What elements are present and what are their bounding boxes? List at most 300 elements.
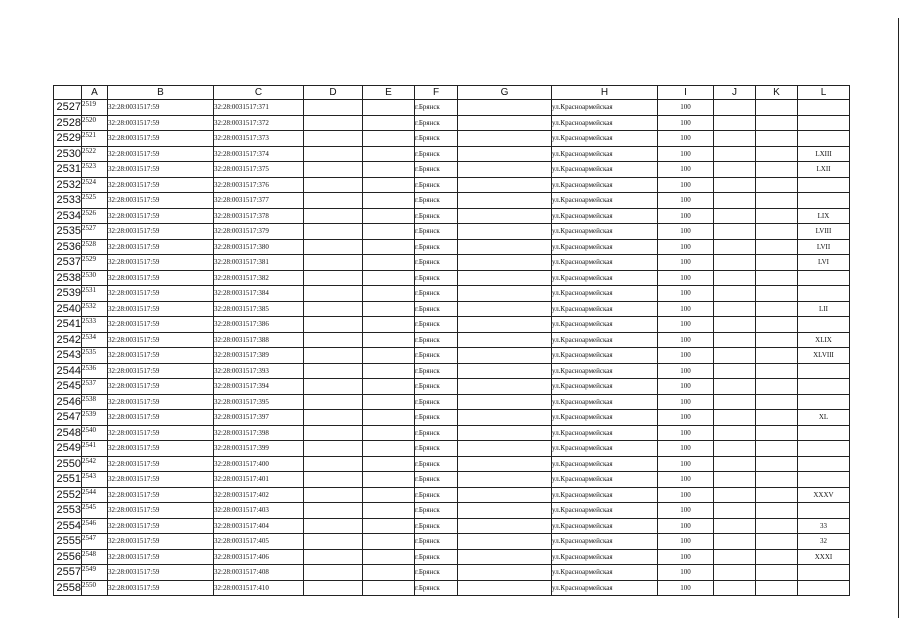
cell-g [458,472,552,488]
cell-j [714,363,756,379]
cell-l: XL [798,410,850,426]
cell-g [458,565,552,581]
cell-b: 32:28:0031517:59 [108,394,214,410]
column-header-i: I [658,86,714,100]
cell-k [756,425,798,441]
cell-d [304,363,363,379]
cell-i: 100 [658,425,714,441]
cell-j [714,146,756,162]
cell-c: 32:28:0031517:376 [214,177,304,193]
cell-l [798,580,850,596]
row-number: 2540 [54,301,82,317]
cell-c: 32:28:0031517:377 [214,193,304,209]
cell-a: 2527 [82,224,108,240]
cell-k [756,363,798,379]
cell-b: 32:28:0031517:59 [108,177,214,193]
cell-a: 2545 [82,503,108,519]
cell-g [458,456,552,472]
cell-l [798,317,850,333]
row-number: 2558 [54,580,82,596]
cell-d [304,224,363,240]
cell-h: ул.Красноармейская [552,193,658,209]
table-row [54,565,850,581]
cell-k [756,580,798,596]
cell-b: 32:28:0031517:59 [108,301,214,317]
table-row [54,456,850,472]
cell-k [756,394,798,410]
cell-f: г.Брянск [415,456,458,472]
cell-f: г.Брянск [415,363,458,379]
cell-j [714,441,756,457]
table-row [54,146,850,162]
cell-e [363,348,415,364]
row-number: 2550 [54,456,82,472]
cell-a: 2535 [82,348,108,364]
cell-b: 32:28:0031517:59 [108,208,214,224]
cell-j [714,534,756,550]
cell-k [756,146,798,162]
table-row [54,363,850,379]
table-row [54,177,850,193]
row-number: 2547 [54,410,82,426]
cell-j [714,456,756,472]
cell-a: 2528 [82,239,108,255]
cell-j [714,100,756,116]
row-number: 2535 [54,224,82,240]
row-number: 2556 [54,549,82,565]
cell-f: г.Брянск [415,410,458,426]
cell-a: 2533 [82,317,108,333]
cell-i: 100 [658,332,714,348]
cell-j [714,379,756,395]
cell-b: 32:28:0031517:59 [108,255,214,271]
cell-i: 100 [658,286,714,302]
cell-k [756,456,798,472]
cell-a: 2522 [82,146,108,162]
cell-f: г.Брянск [415,503,458,519]
table-row [54,425,850,441]
cell-k [756,208,798,224]
cell-j [714,270,756,286]
column-header-a: A [82,86,108,100]
cell-b: 32:28:0031517:59 [108,410,214,426]
cell-g [458,379,552,395]
cell-c: 32:28:0031517:402 [214,487,304,503]
cell-c: 32:28:0031517:381 [214,255,304,271]
row-number: 2543 [54,348,82,364]
cell-l [798,131,850,147]
cell-b: 32:28:0031517:59 [108,286,214,302]
cell-k [756,518,798,534]
row-number: 2544 [54,363,82,379]
cell-h: ул.Красноармейская [552,317,658,333]
table-body [54,100,850,596]
cell-e [363,115,415,131]
cell-h: ул.Красноармейская [552,115,658,131]
cell-h: ул.Красноармейская [552,518,658,534]
cell-f: г.Брянск [415,441,458,457]
cell-l [798,363,850,379]
cell-d [304,286,363,302]
cell-k [756,162,798,178]
cell-b: 32:28:0031517:59 [108,363,214,379]
cell-j [714,224,756,240]
cell-b: 32:28:0031517:59 [108,332,214,348]
cell-c: 32:28:0031517:380 [214,239,304,255]
cell-g [458,177,552,193]
cell-g [458,348,552,364]
cell-f: г.Брянск [415,131,458,147]
cell-i: 100 [658,239,714,255]
cell-j [714,193,756,209]
cell-f: г.Брянск [415,549,458,565]
cell-d [304,100,363,116]
cell-c: 32:28:0031517:373 [214,131,304,147]
cell-c: 32:28:0031517:398 [214,425,304,441]
cell-e [363,177,415,193]
cell-h: ул.Красноармейская [552,410,658,426]
cell-e [363,534,415,550]
cell-g [458,286,552,302]
cell-k [756,239,798,255]
cell-i: 100 [658,255,714,271]
cell-k [756,487,798,503]
column-header-row [54,86,850,100]
cell-h: ул.Красноармейская [552,487,658,503]
cell-h: ул.Красноармейская [552,224,658,240]
table-row [54,115,850,131]
cell-h: ул.Красноармейская [552,534,658,550]
cell-g [458,193,552,209]
cell-b: 32:28:0031517:59 [108,518,214,534]
column-header-g: G [458,86,552,100]
cell-a: 2521 [82,131,108,147]
table-row [54,410,850,426]
cell-c: 32:28:0031517:405 [214,534,304,550]
cell-f: г.Брянск [415,301,458,317]
column-header-b: B [108,86,214,100]
column-header-h: H [552,86,658,100]
cell-h: ул.Красноармейская [552,100,658,116]
cell-j [714,301,756,317]
cell-e [363,100,415,116]
cell-a: 2524 [82,177,108,193]
cell-l: 33 [798,518,850,534]
column-header-e: E [363,86,415,100]
row-number: 2553 [54,503,82,519]
cell-h: ул.Красноармейская [552,270,658,286]
cell-h: ул.Красноармейская [552,131,658,147]
corner-header [54,86,82,100]
column-header-j: J [714,86,756,100]
cell-k [756,332,798,348]
cell-d [304,208,363,224]
cell-c: 32:28:0031517:393 [214,363,304,379]
cell-d [304,193,363,209]
table-row [54,379,850,395]
cell-d [304,487,363,503]
cell-g [458,441,552,457]
cell-c: 32:28:0031517:397 [214,410,304,426]
cell-g [458,425,552,441]
cell-h: ул.Красноармейская [552,162,658,178]
cell-e [363,487,415,503]
cell-h: ул.Красноармейская [552,348,658,364]
cell-i: 100 [658,146,714,162]
cell-j [714,410,756,426]
cell-f: г.Брянск [415,208,458,224]
spreadsheet-table [53,85,850,596]
cell-g [458,162,552,178]
cell-k [756,549,798,565]
cell-l: XLVIII [798,348,850,364]
cell-d [304,332,363,348]
cell-b: 32:28:0031517:59 [108,131,214,147]
table-row [54,472,850,488]
cell-e [363,363,415,379]
cell-c: 32:28:0031517:386 [214,317,304,333]
cell-f: г.Брянск [415,518,458,534]
cell-h: ул.Красноармейская [552,146,658,162]
cell-c: 32:28:0031517:382 [214,270,304,286]
cell-d [304,472,363,488]
cell-l [798,565,850,581]
cell-e [363,317,415,333]
cell-a: 2534 [82,332,108,348]
cell-j [714,503,756,519]
cell-k [756,565,798,581]
cell-a: 2531 [82,286,108,302]
row-number: 2531 [54,162,82,178]
cell-d [304,394,363,410]
cell-l [798,100,850,116]
cell-e [363,580,415,596]
cell-a: 2526 [82,208,108,224]
row-number: 2537 [54,255,82,271]
cell-a: 2539 [82,410,108,426]
row-number: 2548 [54,425,82,441]
cell-d [304,503,363,519]
row-number: 2546 [54,394,82,410]
cell-i: 100 [658,379,714,395]
cell-k [756,224,798,240]
cell-l: 32 [798,534,850,550]
cell-f: г.Брянск [415,580,458,596]
cell-l: LII [798,301,850,317]
cell-j [714,317,756,333]
cell-e [363,332,415,348]
cell-j [714,425,756,441]
cell-i: 100 [658,363,714,379]
cell-d [304,580,363,596]
cell-l: LIX [798,208,850,224]
cell-g [458,534,552,550]
cell-a: 2536 [82,363,108,379]
cell-e [363,503,415,519]
cell-d [304,239,363,255]
cell-k [756,115,798,131]
cell-l [798,115,850,131]
cell-g [458,239,552,255]
cell-f: г.Брянск [415,146,458,162]
cell-b: 32:28:0031517:59 [108,317,214,333]
cell-f: г.Брянск [415,534,458,550]
cell-k [756,286,798,302]
table-row [54,224,850,240]
cell-f: г.Брянск [415,394,458,410]
cell-i: 100 [658,348,714,364]
cell-k [756,534,798,550]
cell-e [363,410,415,426]
cell-e [363,255,415,271]
cell-c: 32:28:0031517:385 [214,301,304,317]
table-row [54,301,850,317]
cell-e [363,379,415,395]
cell-b: 32:28:0031517:59 [108,193,214,209]
cell-f: г.Брянск [415,317,458,333]
cell-b: 32:28:0031517:59 [108,239,214,255]
cell-d [304,518,363,534]
cell-j [714,131,756,147]
cell-i: 100 [658,441,714,457]
cell-i: 100 [658,115,714,131]
cell-a: 2537 [82,379,108,395]
row-number: 2528 [54,115,82,131]
cell-j [714,115,756,131]
cell-g [458,255,552,271]
cell-a: 2543 [82,472,108,488]
row-number: 2536 [54,239,82,255]
cell-j [714,580,756,596]
cell-b: 32:28:0031517:59 [108,441,214,457]
cell-l [798,503,850,519]
cell-l: LVI [798,255,850,271]
cell-h: ул.Красноармейская [552,456,658,472]
cell-c: 32:28:0031517:394 [214,379,304,395]
cell-k [756,441,798,457]
cell-i: 100 [658,193,714,209]
cell-e [363,472,415,488]
cell-l: XLIX [798,332,850,348]
cell-d [304,410,363,426]
cell-g [458,549,552,565]
cell-l [798,193,850,209]
row-number: 2541 [54,317,82,333]
row-number: 2527 [54,100,82,116]
row-number: 2552 [54,487,82,503]
cell-b: 32:28:0031517:59 [108,580,214,596]
cell-g [458,270,552,286]
cell-f: г.Брянск [415,487,458,503]
cell-b: 32:28:0031517:59 [108,270,214,286]
cell-b: 32:28:0031517:59 [108,348,214,364]
table-row [54,348,850,364]
cell-c: 32:28:0031517:378 [214,208,304,224]
cell-e [363,549,415,565]
cell-i: 100 [658,208,714,224]
cell-h: ул.Красноармейская [552,332,658,348]
cell-i: 100 [658,472,714,488]
cell-c: 32:28:0031517:400 [214,456,304,472]
column-header-f: F [415,86,458,100]
cell-d [304,146,363,162]
cell-k [756,301,798,317]
cell-h: ул.Красноармейская [552,441,658,457]
cell-g [458,224,552,240]
cell-a: 2519 [82,100,108,116]
row-number: 2551 [54,472,82,488]
cell-b: 32:28:0031517:59 [108,472,214,488]
cell-f: г.Брянск [415,239,458,255]
cell-i: 100 [658,503,714,519]
cell-j [714,472,756,488]
cell-e [363,239,415,255]
cell-c: 32:28:0031517:372 [214,115,304,131]
row-number: 2555 [54,534,82,550]
cell-i: 100 [658,549,714,565]
cell-h: ул.Красноармейская [552,379,658,395]
cell-e [363,208,415,224]
table-row [54,286,850,302]
cell-k [756,472,798,488]
cell-f: г.Брянск [415,425,458,441]
cell-b: 32:28:0031517:59 [108,549,214,565]
cell-e [363,131,415,147]
cell-k [756,131,798,147]
column-header-l: L [798,86,850,100]
cell-k [756,503,798,519]
cell-k [756,317,798,333]
page-edge-line [898,18,899,618]
cell-c: 32:28:0031517:403 [214,503,304,519]
table-row [54,131,850,147]
cell-h: ул.Красноармейская [552,239,658,255]
cell-l: LXII [798,162,850,178]
cell-g [458,580,552,596]
cell-l [798,379,850,395]
cell-f: г.Брянск [415,270,458,286]
table-row [54,100,850,116]
cell-j [714,208,756,224]
cell-k [756,270,798,286]
cell-b: 32:28:0031517:59 [108,534,214,550]
cell-l: XXXI [798,549,850,565]
cell-j [714,255,756,271]
cell-a: 2550 [82,580,108,596]
cell-b: 32:28:0031517:59 [108,115,214,131]
cell-j [714,487,756,503]
cell-d [304,162,363,178]
cell-l [798,286,850,302]
cell-i: 100 [658,177,714,193]
cell-f: г.Брянск [415,379,458,395]
cell-e [363,193,415,209]
row-number: 2534 [54,208,82,224]
cell-g [458,518,552,534]
cell-f: г.Брянск [415,177,458,193]
cell-e [363,270,415,286]
cell-e [363,456,415,472]
table-row [54,441,850,457]
cell-a: 2532 [82,301,108,317]
cell-j [714,565,756,581]
cell-e [363,565,415,581]
cell-i: 100 [658,270,714,286]
cell-h: ул.Красноармейская [552,472,658,488]
cell-c: 32:28:0031517:379 [214,224,304,240]
cell-g [458,131,552,147]
cell-h: ул.Красноармейская [552,425,658,441]
